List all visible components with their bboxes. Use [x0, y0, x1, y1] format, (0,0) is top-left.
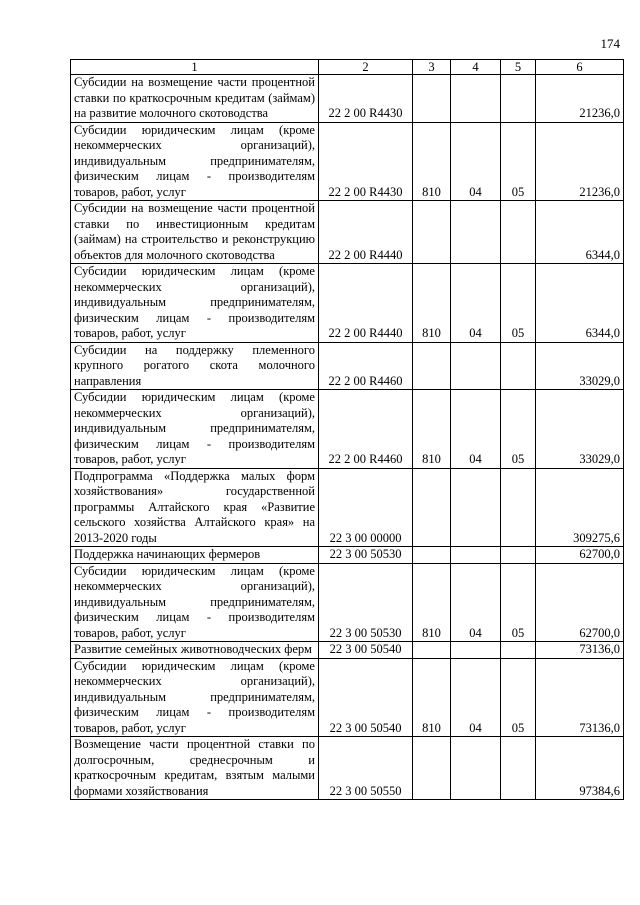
- row-description: Субсидии юридическим лицам (кроме некоммерческих организаций), индивидуальным предпринимателям, физическим лицам - производителям товаров, работ, услуг: [71, 658, 319, 737]
- page-number: 174: [600, 36, 620, 51]
- amount-value: 33029,0: [536, 390, 624, 469]
- section-code: [451, 642, 501, 659]
- amount-value: 21236,0: [536, 122, 624, 201]
- amount-value: 62700,0: [536, 563, 624, 642]
- amount-value: 73136,0: [536, 642, 624, 659]
- section-code: 04: [451, 264, 501, 343]
- row-description: Развитие семейных животноводческих ферм: [71, 642, 319, 659]
- column-header: 1: [71, 60, 319, 75]
- section-code: [451, 468, 501, 547]
- budget-table: [70, 59, 624, 800]
- section-code: 04: [451, 658, 501, 737]
- classification-code: 22 2 00 R4460: [319, 390, 413, 469]
- subsection-code: 05: [501, 264, 536, 343]
- amount-value: 62700,0: [536, 547, 624, 564]
- expense-type-code: [413, 75, 451, 123]
- amount-value: 6344,0: [536, 264, 624, 343]
- expense-type-code: 810: [413, 122, 451, 201]
- expense-type-code: [413, 468, 451, 547]
- expense-type-code: 810: [413, 390, 451, 469]
- table-row: [71, 658, 624, 737]
- expense-type-code: 810: [413, 563, 451, 642]
- table-row: [71, 547, 624, 564]
- section-code: 04: [451, 122, 501, 201]
- classification-code: 22 3 00 50530: [319, 563, 413, 642]
- amount-value: 33029,0: [536, 342, 624, 390]
- section-code: 04: [451, 563, 501, 642]
- section-code: [451, 342, 501, 390]
- column-header: 4: [451, 60, 501, 75]
- table-row: [71, 563, 624, 642]
- section-code: 04: [451, 390, 501, 469]
- column-header: 6: [536, 60, 624, 75]
- amount-value: 97384,6: [536, 737, 624, 800]
- classification-code: 22 2 00 R4440: [319, 264, 413, 343]
- subsection-code: [501, 342, 536, 390]
- classification-code: 22 2 00 R4460: [319, 342, 413, 390]
- section-code: [451, 201, 501, 264]
- row-description: Субсидии юридическим лицам (кроме некоммерческих организаций), индивидуальным предпринимателям, физическим лицам - производителям товаров, работ, услуг: [71, 122, 319, 201]
- row-description: Субсидии на возмещение части процентной ставки по инвестиционным кредитам (займам) на строительство и реконструкцию объектов для молочного скотоводства: [71, 201, 319, 264]
- subsection-code: [501, 75, 536, 123]
- expense-type-code: [413, 342, 451, 390]
- classification-code: 22 3 00 50530: [319, 547, 413, 564]
- amount-value: 73136,0: [536, 658, 624, 737]
- table-row: [71, 468, 624, 547]
- subsection-code: 05: [501, 563, 536, 642]
- expense-type-code: [413, 547, 451, 564]
- table-row: [71, 642, 624, 659]
- table-header-row: [71, 60, 624, 75]
- subsection-code: 05: [501, 658, 536, 737]
- subsection-code: [501, 201, 536, 264]
- table-row: [71, 390, 624, 469]
- table-row: [71, 737, 624, 800]
- table-row: [71, 201, 624, 264]
- classification-code: 22 2 00 R4430: [319, 75, 413, 123]
- table-row: [71, 75, 624, 123]
- amount-value: 309275,6: [536, 468, 624, 547]
- column-header: 2: [319, 60, 413, 75]
- expense-type-code: [413, 642, 451, 659]
- row-description: Поддержка начинающих фермеров: [71, 547, 319, 564]
- expense-type-code: 810: [413, 264, 451, 343]
- expense-type-code: [413, 737, 451, 800]
- subsection-code: 05: [501, 122, 536, 201]
- classification-code: 22 2 00 R4440: [319, 201, 413, 264]
- subsection-code: [501, 547, 536, 564]
- table-row: [71, 342, 624, 390]
- column-header: 3: [413, 60, 451, 75]
- section-code: [451, 737, 501, 800]
- classification-code: 22 3 00 00000: [319, 468, 413, 547]
- column-header: 5: [501, 60, 536, 75]
- table-row: [71, 264, 624, 343]
- row-description: Субсидии юридическим лицам (кроме некоммерческих организаций), индивидуальным предпринимателям, физическим лицам - производителям товаров, работ, услуг: [71, 390, 319, 469]
- table-row: [71, 122, 624, 201]
- row-description: Субсидии юридическим лицам (кроме некоммерческих организаций), индивидуальным предпринимателям, физическим лицам - производителям товаров, работ, услуг: [71, 563, 319, 642]
- amount-value: 6344,0: [536, 201, 624, 264]
- section-code: [451, 547, 501, 564]
- subsection-code: [501, 737, 536, 800]
- row-description: Субсидии на поддержку племенного крупного рогатого скота молочного направления: [71, 342, 319, 390]
- section-code: [451, 75, 501, 123]
- subsection-code: [501, 642, 536, 659]
- subsection-code: 05: [501, 390, 536, 469]
- row-description: Возмещение части процентной ставки по долгосрочным, среднесрочным и краткосрочным кредитам, взятым малыми формами хозяйствования: [71, 737, 319, 800]
- classification-code: 22 2 00 R4430: [319, 122, 413, 201]
- row-description: Субсидии на возмещение части процентной ставки по краткосрочным кредитам (займам) на развитие молочного скотоводства: [71, 75, 319, 123]
- classification-code: 22 3 00 50540: [319, 658, 413, 737]
- row-description: Подпрограмма «Поддержка малых форм хозяйствования» государственной программы Алтайского края «Развитие сельского хозяйства Алтайского края» на 2013-2020 годы: [71, 468, 319, 547]
- expense-type-code: 810: [413, 658, 451, 737]
- classification-code: 22 3 00 50550: [319, 737, 413, 800]
- amount-value: 21236,0: [536, 75, 624, 123]
- row-description: Субсидии юридическим лицам (кроме некоммерческих организаций), индивидуальным предпринимателям, физическим лицам - производителям товаров, работ, услуг: [71, 264, 319, 343]
- classification-code: 22 3 00 50540: [319, 642, 413, 659]
- subsection-code: [501, 468, 536, 547]
- expense-type-code: [413, 201, 451, 264]
